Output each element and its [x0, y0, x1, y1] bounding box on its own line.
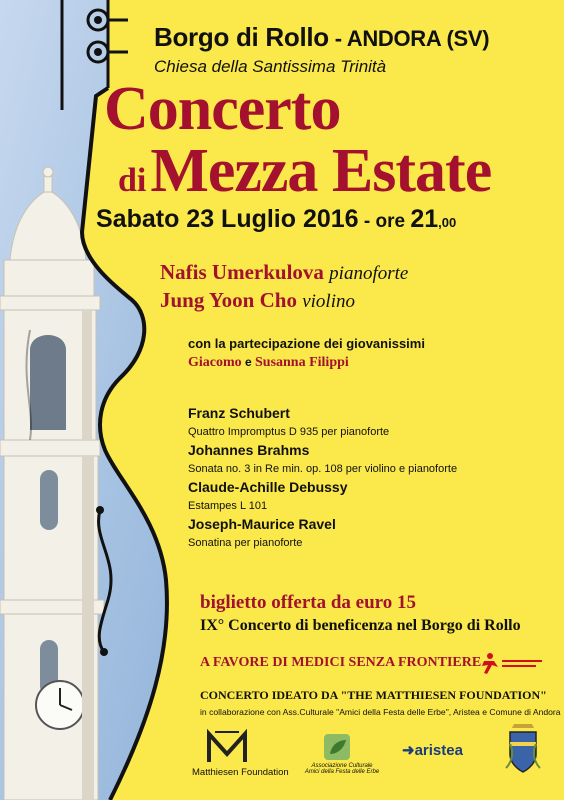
church-name: Chiesa della Santissima Trinità [154, 57, 387, 76]
idea-text: CONCERTO IDEATO DA "THE MATTHIESEN FOUNDATION" [200, 688, 547, 702]
msf-runner-icon [478, 652, 544, 676]
title-prefix: di [118, 162, 147, 199]
assoc-line2: Amici della Festa delle Erbe [304, 769, 380, 775]
ticket-offer: biglietto offerta da euro 15 [200, 592, 416, 613]
guest-name-2: Susanna Filippi [255, 355, 349, 370]
performer-2 [160, 288, 355, 313]
program-work: Quattro Impromptus D 935 per pianoforte [188, 426, 390, 438]
charity-text: A FAVORE DI MEDICI SENZA FRONTIERE [200, 655, 482, 670]
matthiesen-logo [205, 728, 249, 764]
guests-names [188, 353, 349, 371]
performer-name: Jung Yoon Cho [160, 288, 297, 312]
guests-intro: con la partecipazione dei giovanissimi [188, 336, 425, 351]
assoc-label [304, 763, 380, 775]
title-line2: Mezza Estate [150, 137, 492, 205]
msf-logo [478, 652, 544, 676]
location-main: Borgo di Rollo [154, 22, 329, 52]
aristea-logo [402, 741, 463, 759]
matthiesen-label: Matthiesen Foundation [192, 767, 289, 778]
aristea-arrow-icon: ➜ [402, 742, 415, 759]
date-hour: 21 [410, 205, 439, 233]
program-composer: Joseph-Maurice Ravel [188, 516, 336, 532]
collab-text: in collaborazione con Ass.Culturale "Amici della Festa delle Erbe", Aristea e Comune di Andora [200, 707, 561, 717]
coat-of-arms-icon [502, 722, 544, 776]
guest-name-1: Giacomo [188, 355, 242, 370]
event-date [96, 205, 456, 234]
aristea-label: aristea [414, 742, 463, 759]
title-line1: Concerto [104, 75, 341, 143]
program-composer: Johannes Brahms [188, 442, 310, 458]
guest-conj: e [241, 355, 255, 369]
andora-crest [502, 722, 544, 776]
performer-instrument: pianoforte [329, 263, 409, 284]
date-day: Sabato 23 Luglio 2016 [96, 205, 359, 233]
program-work: Sonatina per pianoforte [188, 537, 303, 549]
assoc-line1: Associazione Culturale [311, 763, 373, 769]
assoc-logo [318, 732, 356, 762]
performer-1 [160, 260, 408, 285]
program-composer: Claude-Achille Debussy [188, 479, 348, 495]
date-sep: - ore [358, 211, 411, 232]
program-work: Estampes L 101 [188, 500, 268, 512]
program-composer: Franz Schubert [188, 405, 290, 421]
benefit-line: IX° Concerto di beneficenza nel Borgo di Rollo [200, 617, 521, 634]
location-heading [154, 22, 489, 53]
performer-name: Nafis Umerkulova [160, 260, 324, 284]
herb-leaf-icon [318, 732, 356, 762]
location-town: - ANDORA (SV) [328, 26, 490, 51]
date-minutes: ,00 [438, 215, 457, 230]
performer-instrument: violino [302, 291, 355, 312]
matthiesen-mark-icon [205, 728, 249, 764]
program-work: Sonata no. 3 in Re min. op. 108 per violino e pianoforte [188, 463, 458, 475]
